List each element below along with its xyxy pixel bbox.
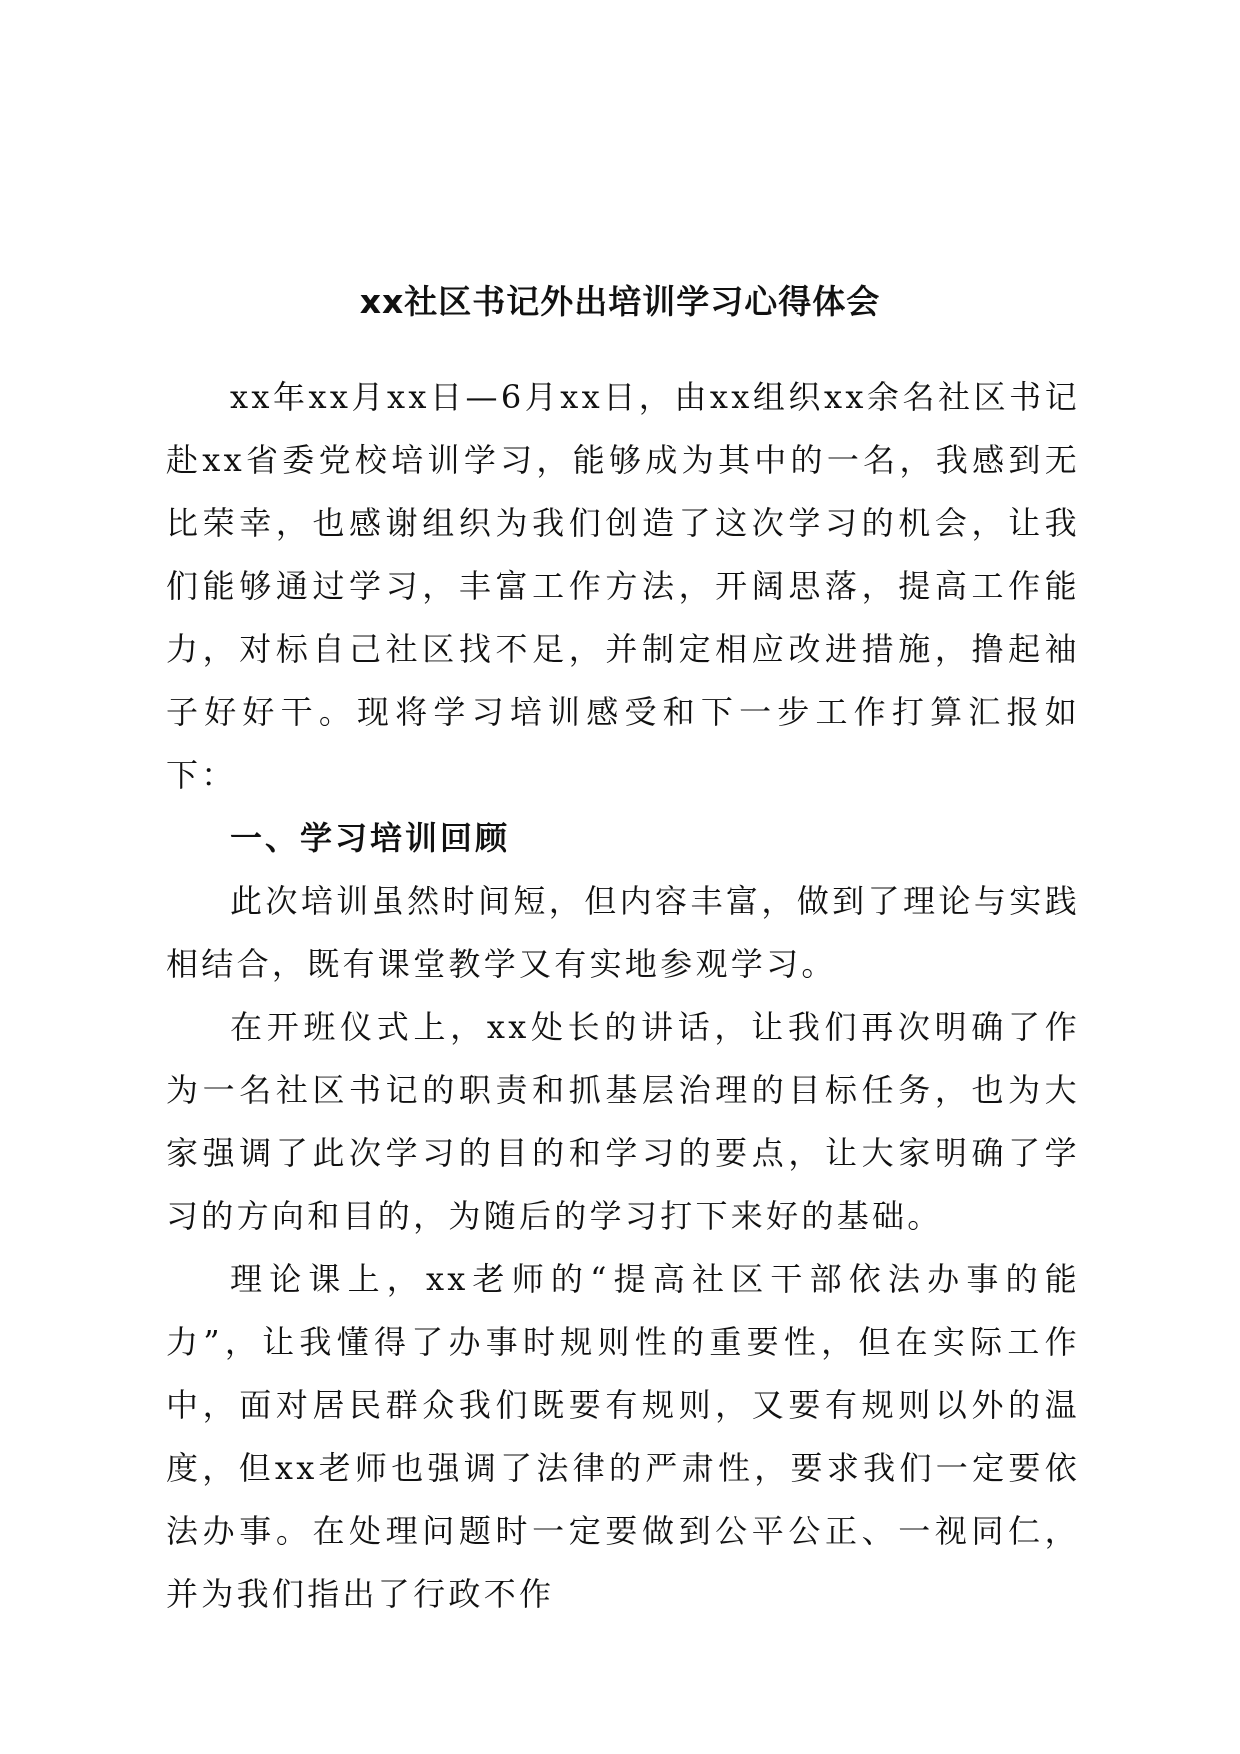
document-title: xx社区书记外出培训学习心得体会 xyxy=(359,282,881,321)
section-heading-review: 一、学习培训回顾 xyxy=(230,819,511,857)
paragraph-opening-ceremony: 在开班仪式上，xx处长的讲话，让我们再次明确了作为一名社区书记的职责和抓基层治理的目标任务，也为大家强调了此次学习的目的和学习的要点，让大家明确了学习的方向和目的，为随后的学习打下来好的基础。 xyxy=(166,1008,1080,1235)
paragraph-training-overview: 此次培训虽然时间短，但内容丰富，做到了理论与实践相结合，既有课堂教学又有实地参观学习。 xyxy=(166,882,1080,983)
document-body xyxy=(166,366,1080,1626)
paragraph-theory-class: 理论课上，xx老师的“提高社区干部依法办事的能力”，让我懂得了办事时规则性的重要性，但在实际工作中，面对居民群众我们既要有规则，又要有规则以外的温度，但xx老师也强调了法律的严肃性，要求我们一定要依法办事。在处理问题时一定要做到公平公正、一视同仁，并为我们指出了行政不作 xyxy=(166,1260,1080,1613)
paragraph-intro: xx年xx月xx日—6月xx日，由xx组织xx余名社区书记赴xx省委党校培训学习，能够成为其中的一名，我感到无比荣幸，也感谢组织为我们创造了这次学习的机会，让我们能够通过学习，丰富工作方法，开阔思落，提高工作能力，对标自己社区找不足，并制定相应改进措施，撸起袖子好好干。现将学习培训感受和下一步工作打算汇报如下： xyxy=(166,378,1080,794)
